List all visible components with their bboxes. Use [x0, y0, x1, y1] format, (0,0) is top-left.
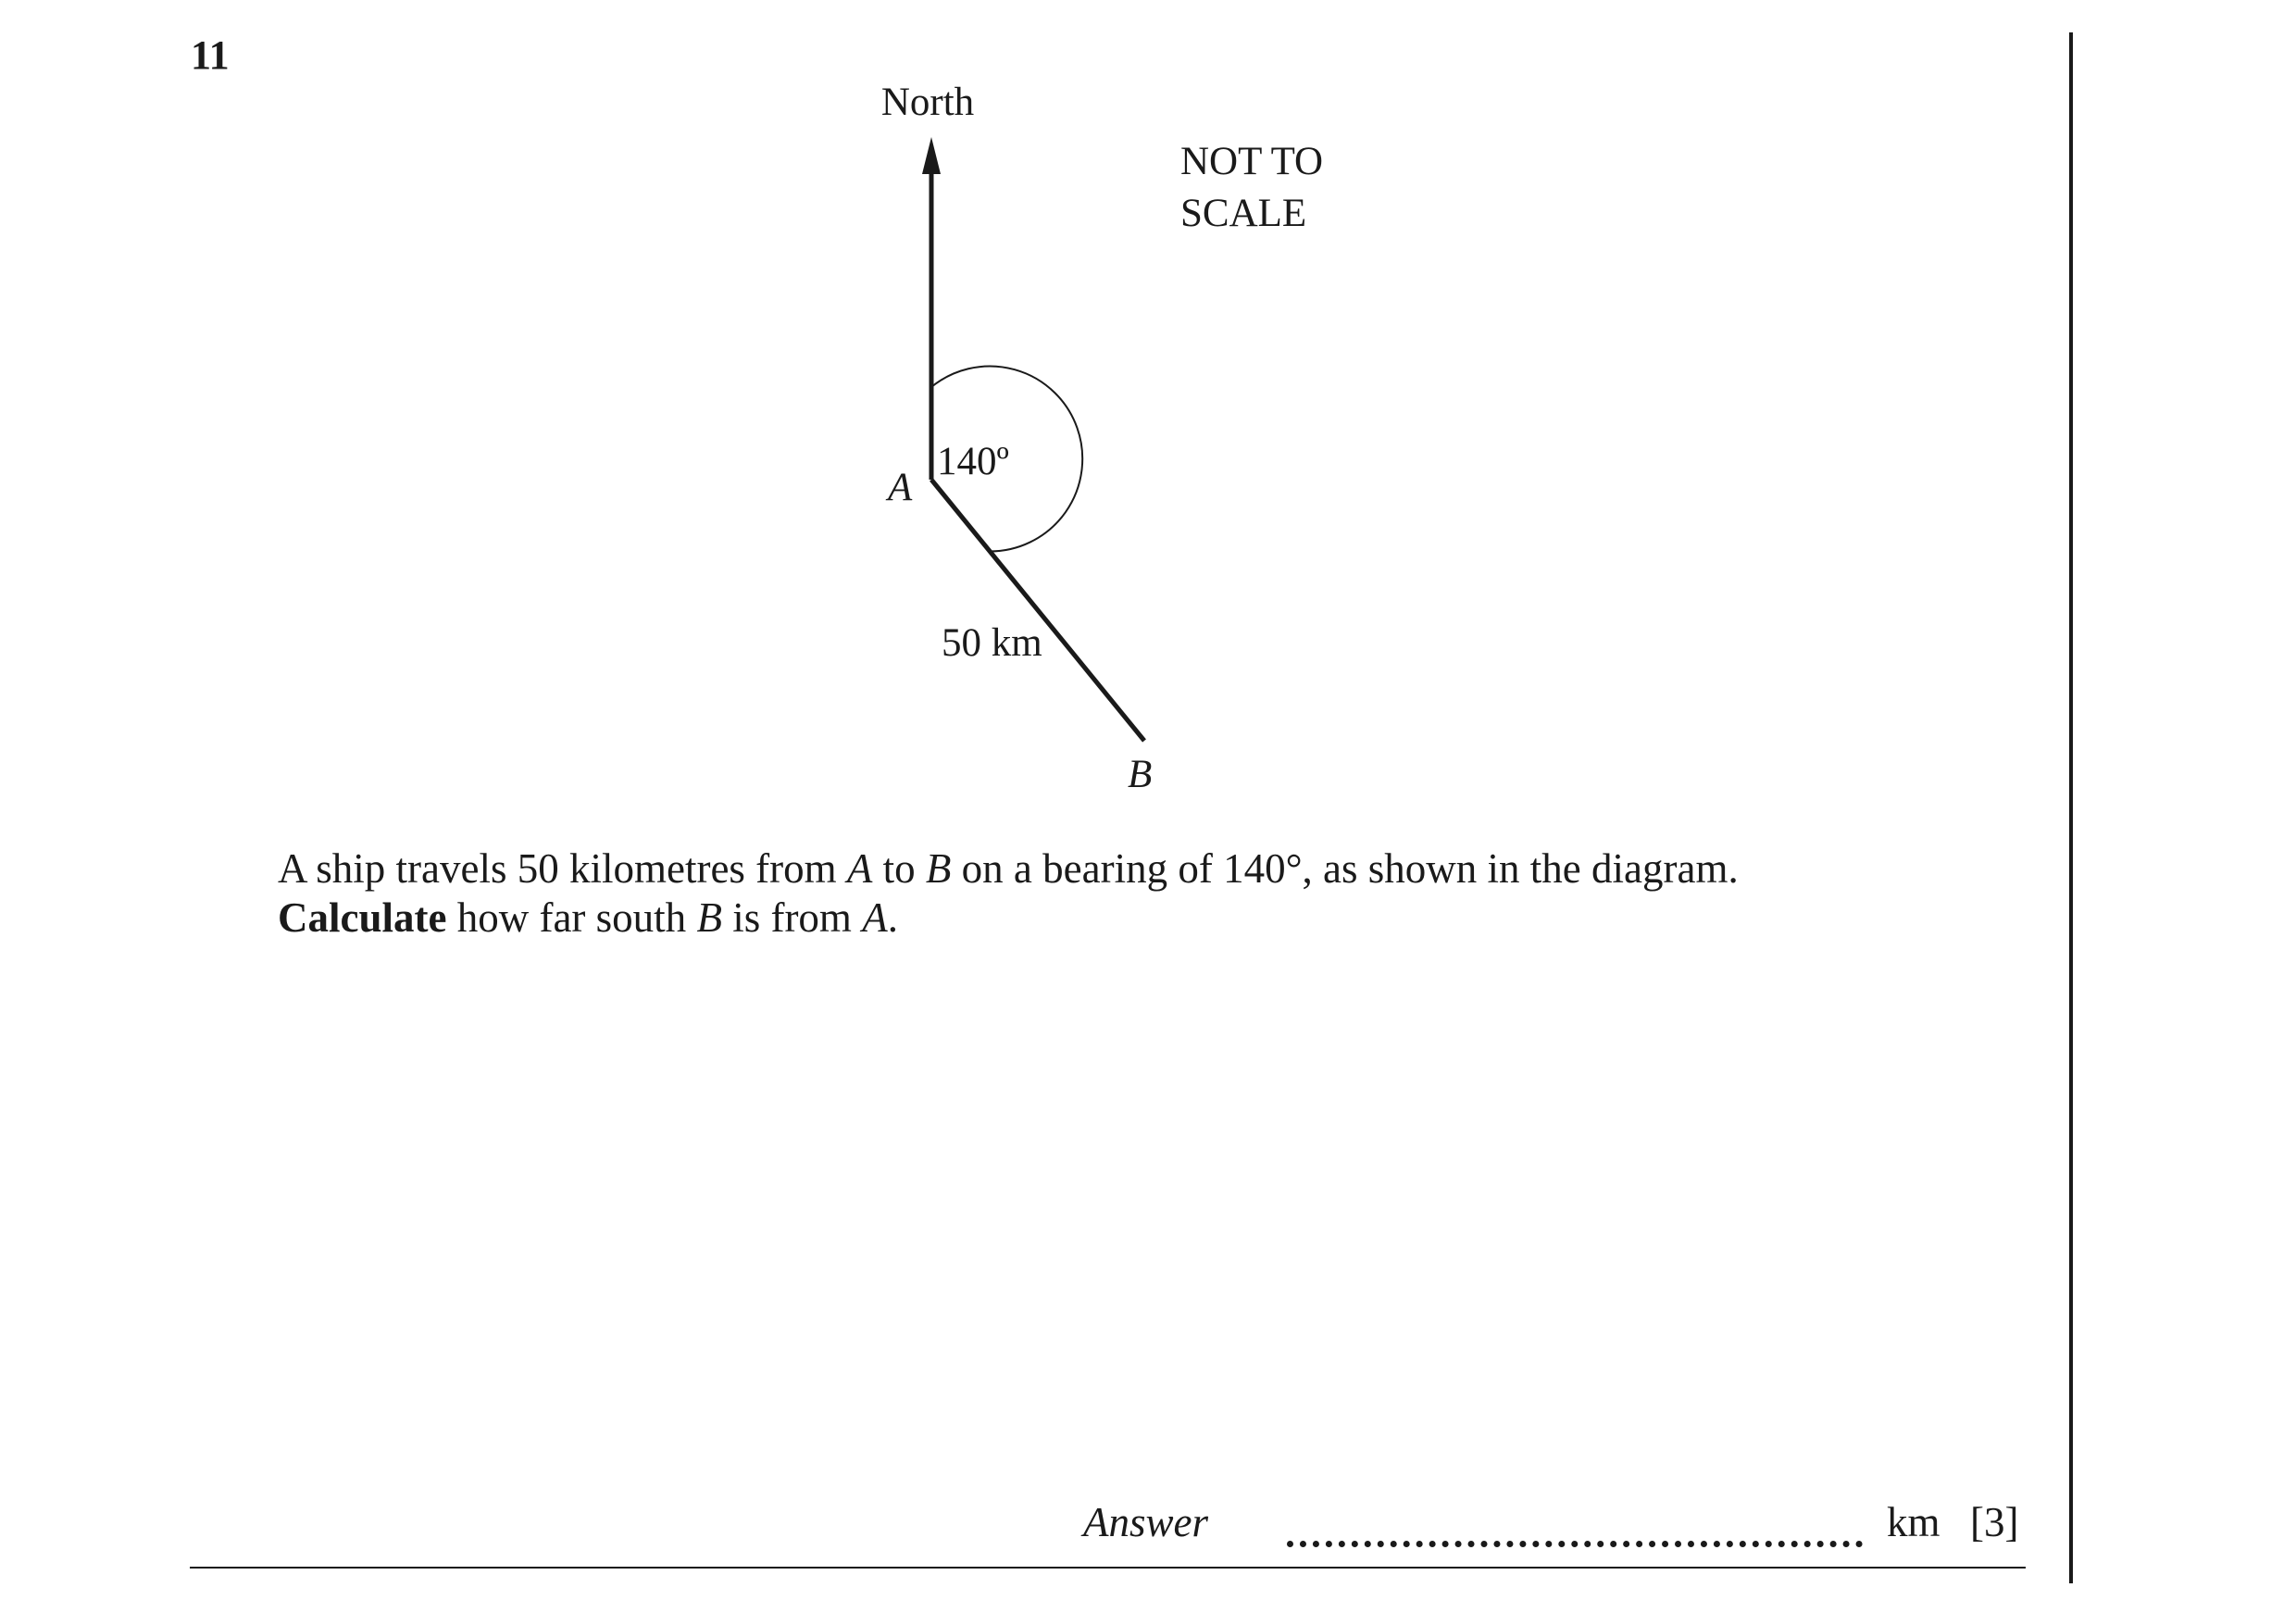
instruction-text-part: . — [887, 894, 898, 941]
margin-line — [2069, 32, 2073, 1583]
instruction-verb: Calculate — [278, 894, 447, 941]
scale-note-line2: SCALE — [1180, 192, 1307, 235]
question-number: 11 — [191, 32, 230, 78]
point-a-label: A — [888, 466, 913, 509]
question-line-2 — [278, 894, 1944, 943]
bottom-rule — [190, 1567, 2026, 1569]
distance-label: 50 km — [942, 621, 1042, 665]
point-b-label: B — [1128, 753, 1153, 796]
question-line-1 — [278, 844, 1944, 894]
bearing-line-ab — [931, 480, 1144, 741]
question-point-b: B — [925, 845, 952, 892]
instruction-point-b: B — [696, 894, 722, 941]
instruction-text-part: how far south — [446, 894, 697, 941]
answer-field[interactable] — [1287, 1541, 1863, 1547]
angle-label: 140º — [937, 440, 1009, 483]
scale-note-line1: NOT TO — [1180, 140, 1324, 183]
question-point-a: A — [846, 845, 873, 892]
north-label: North — [880, 81, 975, 124]
answer-label: Answer — [1083, 1499, 1208, 1545]
answer-unit: km — [1887, 1499, 1940, 1545]
north-arrowhead — [922, 137, 941, 174]
instruction-text-part: is from — [721, 894, 863, 941]
instruction-point-a: A — [862, 894, 888, 941]
question-text-part: on a bearing of 140°, as shown in the diagram. — [951, 845, 1739, 892]
question-text — [278, 844, 1944, 943]
question-text-part: A ship travels 50 kilometres from — [278, 845, 847, 892]
question-text-part: to — [872, 845, 926, 892]
answer-row — [1083, 1498, 2028, 1554]
answer-marks: [3] — [1970, 1499, 2019, 1545]
